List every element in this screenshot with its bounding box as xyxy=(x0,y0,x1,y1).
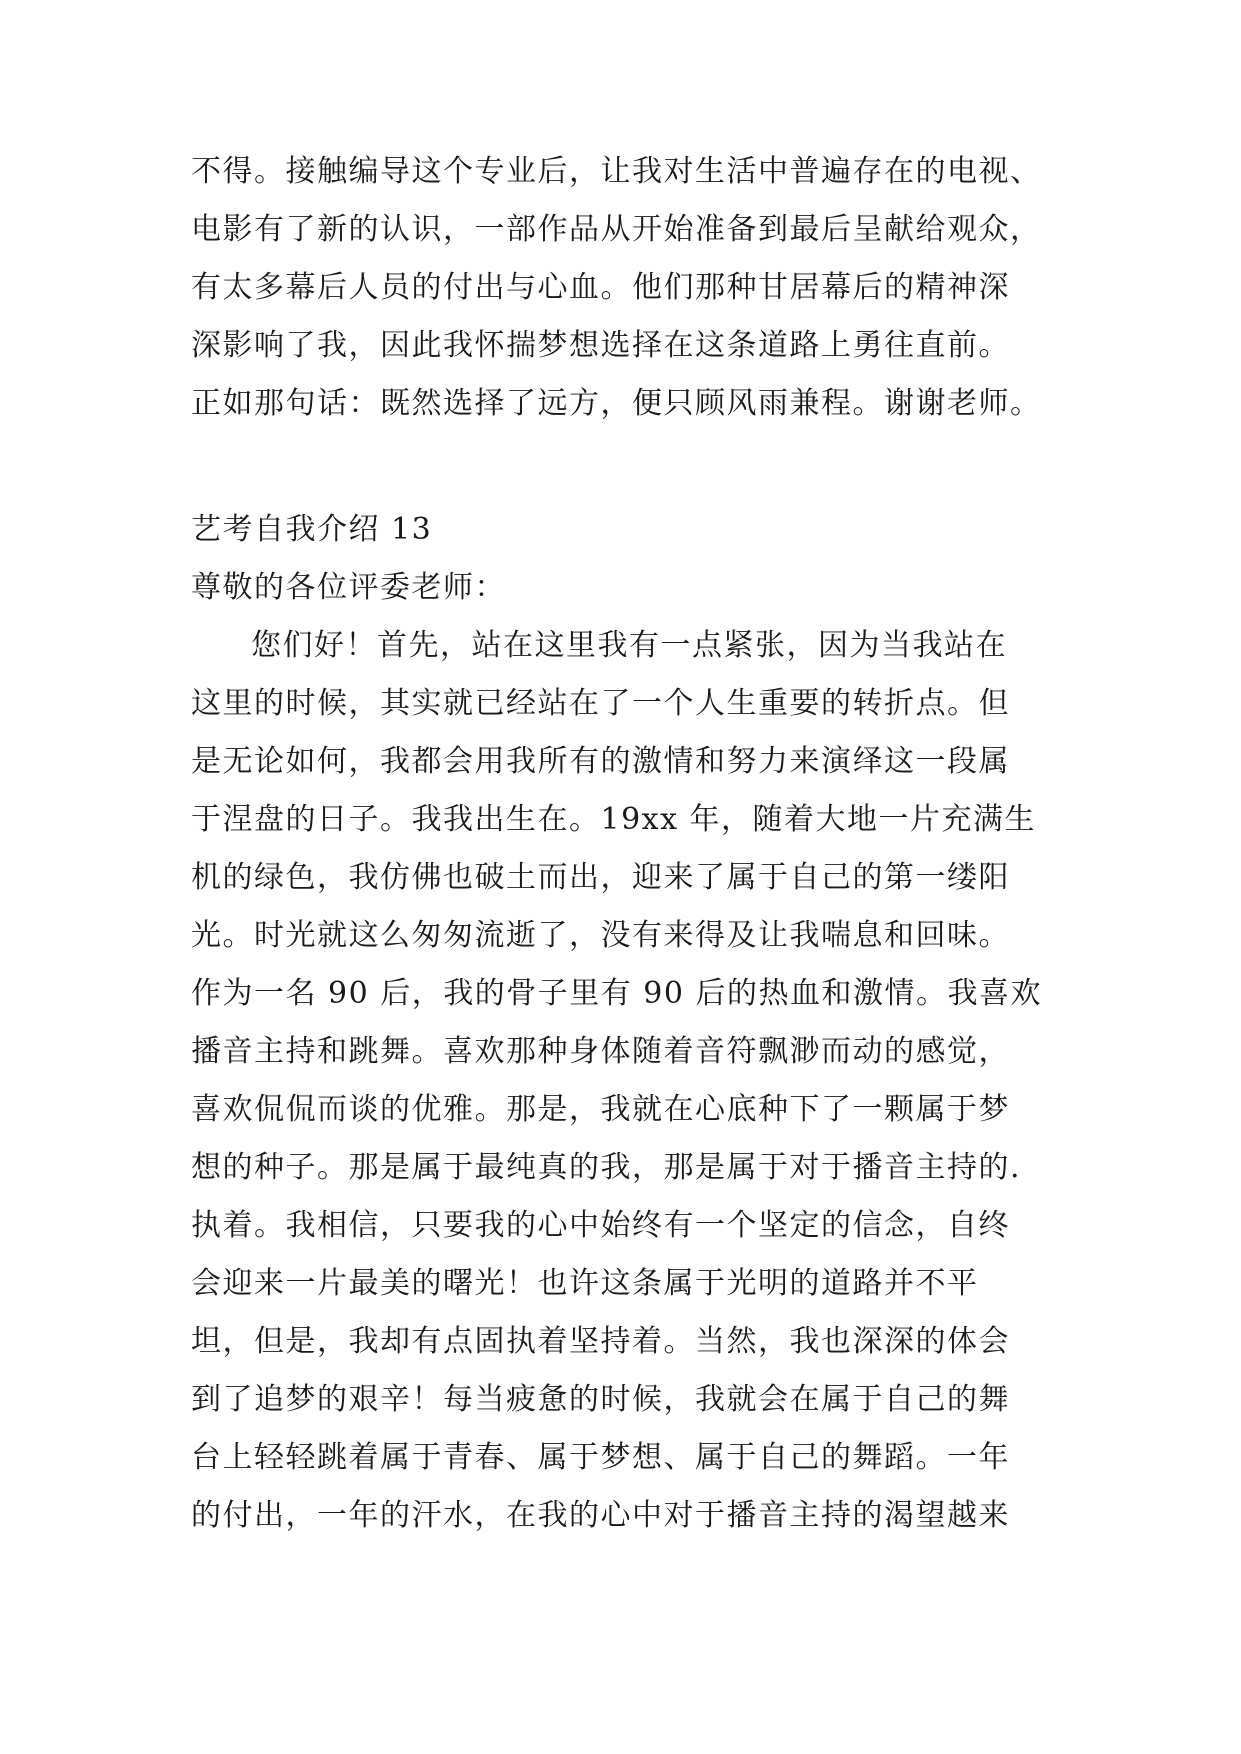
paragraph-line: 机的绿色，我仿佛也破土而出，迎来了属于自己的第一缕阳 xyxy=(191,860,1010,895)
paragraph-line: 光。时光就这么匆匆流逝了，没有来得及让我喘息和回味。 xyxy=(191,918,1010,953)
paragraph-line: 播音主持和跳舞。喜欢那种身体随着音符飘渺而动的感觉， xyxy=(191,1034,1010,1069)
paragraph-line: 有太多幕后人员的付出与心血。他们那种甘居幕后的精神深 xyxy=(191,270,1010,305)
paragraph-line: 这里的时候，其实就已经站在了一个人生重要的转折点。但 xyxy=(191,686,1010,721)
paragraph-line: 想的种子。那是属于最纯真的我，那是属于对于播音主持的. xyxy=(191,1150,1022,1185)
paragraph-line: 是无论如何，我都会用我所有的激情和努力来演绎这一段属 xyxy=(191,744,1010,779)
paragraph-line: 喜欢侃侃而谈的优雅。那是，我就在心底种下了一颗属于梦 xyxy=(191,1092,1010,1127)
paragraph-line: 到了追梦的艰辛！每当疲惫的时候，我就会在属于自己的舞 xyxy=(191,1382,1010,1417)
section-title: 艺考自我介绍 13 xyxy=(191,512,433,547)
paragraph-line: 的付出，一年的汗水，在我的心中对于播音主持的渴望越来 xyxy=(191,1498,1010,1533)
paragraph-line: 执着。我相信，只要我的心中始终有一个坚定的信念，自终 xyxy=(191,1208,1010,1243)
paragraph-line: 于涅盘的日子。我我出生在。19xx 年，随着大地一片充满生 xyxy=(191,802,1037,837)
paragraph-line: 不得。接触编导这个专业后，让我对生活中普遍存在的电视、 xyxy=(191,154,1042,189)
paragraph-line: 坦，但是，我却有点固执着坚持着。当然，我也深深的体会 xyxy=(191,1324,1010,1359)
salutation: 尊敬的各位评委老师： xyxy=(191,570,506,605)
paragraph-line: 作为一名 90 后，我的骨子里有 90 后的热血和激情。我喜欢 xyxy=(191,976,1042,1011)
paragraph-line: 深影响了我，因此我怀揣梦想选择在这条道路上勇往直前。 xyxy=(191,328,1010,363)
paragraph-line: 会迎来一片最美的曙光！也许这条属于光明的道路并不平 xyxy=(191,1266,979,1301)
paragraph-line: 电影有了新的认识，一部作品从开始准备到最后呈献给观众， xyxy=(191,212,1042,247)
paragraph-line: 台上轻轻跳着属于青春、属于梦想、属于自己的舞蹈。一年 xyxy=(191,1440,1010,1475)
paragraph-line: 您们好！首先，站在这里我有一点紧张，因为当我站在 xyxy=(251,628,1007,663)
paragraph-line: 正如那句话：既然选择了远方，便只顾风雨兼程。谢谢老师。 xyxy=(191,386,1042,421)
